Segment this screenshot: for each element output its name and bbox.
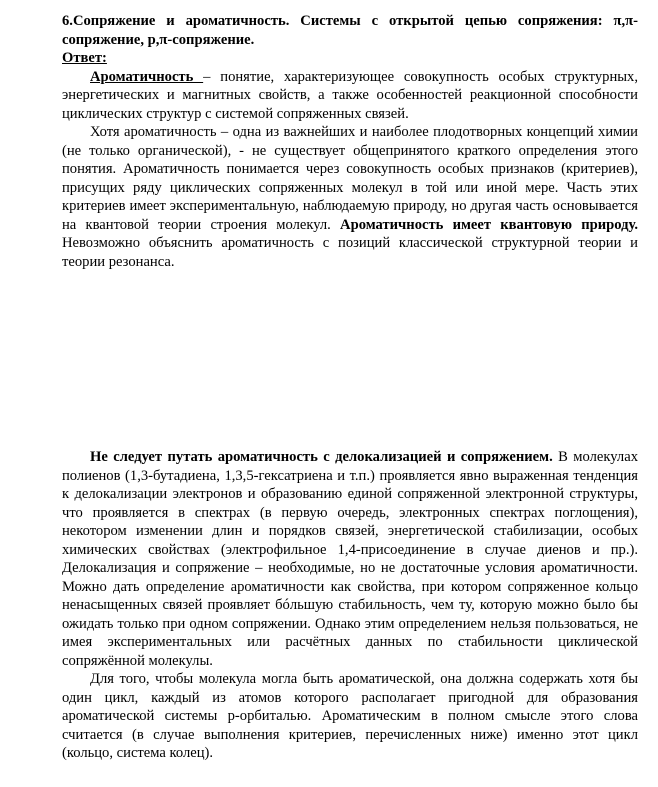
paragraph-definition: [62, 68, 638, 124]
paragraph-cycle-requirement: Для того, чтобы молекула могла быть ароматической, она должна содержать хотя бы один цикл, каждый из атомов которого располагает пригодной для образования ароматической системы p-орбиталью. Ароматическим в полном смысле этого слова считается (в случае выполнения критериев, перечисленных ниже) именно этот цикл (кольцо, система колец).: [62, 671, 638, 761]
paragraph-concept: [62, 123, 638, 271]
delocalization-warning: Не следует путать ароматичность с делокализацией и сопряжением.: [90, 449, 553, 465]
delocalization-text: В молекулах полиенов (1,3-бутадиена, 1,3,5-гексатриена и т.п.) проявляется явно выраженная тенденция к делокализации электронов и образованию единой сопряженной электронной структуры, что проявляется в спектрах (в первую очередь, электронных спектрах поглощения), некотором изменении длин и порядков связей, энергетической стабилизации, особых химических свойствах (электрофильное 1,4-присоединение в случае диенов и пр.). Делокализация и сопряжение – необходимые, но не достаточные условия ароматичности. Можно дать определение ароматичности как свойства, при котором сопряженное кольцо ненасыщенных связей проявляет бóльшую стабильность, чем ту, которую можно было бы ожидать только при одном сопряжении. Однако этим определением нельзя пользоваться, не имея экспериментальных или расчётных данных по стабильности циклической сопряжённой молекулы.: [62, 449, 638, 669]
bottom-section: [62, 448, 638, 763]
top-section: [62, 12, 638, 271]
paragraph-delocalization: [62, 448, 638, 670]
section-heading: 6.Сопряжение и ароматичность. Системы с открытой цепью сопряжения: π,π-сопряжение, p,π-сопряжение.: [62, 13, 638, 48]
term-aromaticity: Ароматичность: [90, 68, 204, 85]
quantum-nature-statement: Ароматичность имеет квантовую природу.: [340, 216, 638, 233]
definition-text: – понятие, характеризующее совокупность особых структурных, энергетических и магнитных свойств, а также особенностей реакционной способности циклических структур с системой сопряженных связей.: [62, 68, 639, 122]
answer-label: Ответ:: [62, 50, 107, 66]
concept-text: Хотя ароматичность – одна из важнейших и наиболее плодотворных концепций химии (не только органической), - не существует общепринятого краткого определения этого понятия. Ароматичность понимается через совокупность особых признаков (критериев), присущих ряду циклических сопряженных молекул в той или иной мере. Часть этих критериев имеет экспериментальную, наблюдаемую природу, но другая часть основывается на квантовой теории строения молекул.: [62, 124, 638, 233]
concept-tail-text: Невозможно объяснить ароматичность с позиций классической структурной теории и теории резонанса.: [62, 235, 638, 270]
